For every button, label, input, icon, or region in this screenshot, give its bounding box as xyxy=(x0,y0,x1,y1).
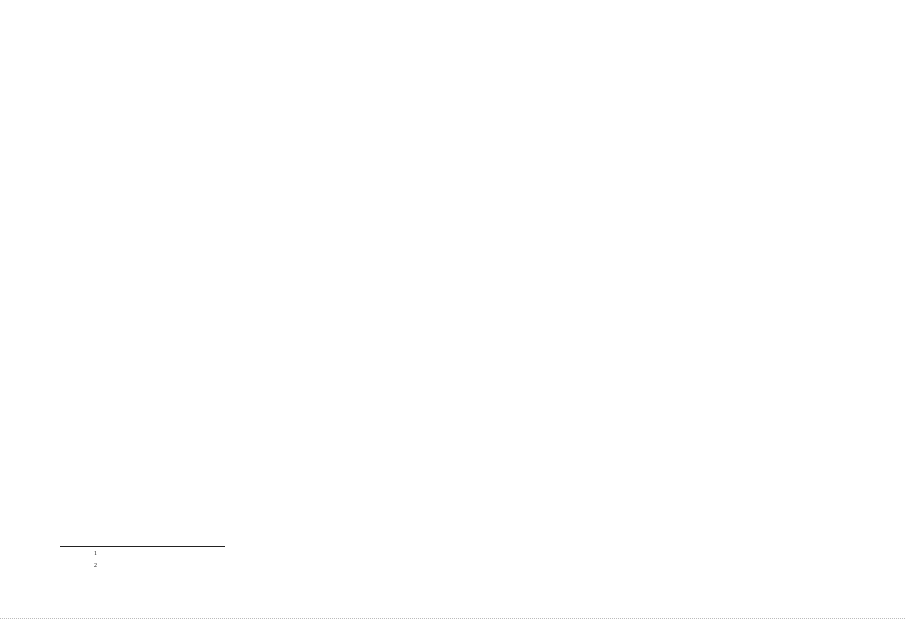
scan-artifact-line xyxy=(0,618,905,625)
footnote-1: 1 xyxy=(94,551,97,558)
footnote-2: 2 xyxy=(94,563,97,570)
footnote-separator xyxy=(60,546,225,547)
